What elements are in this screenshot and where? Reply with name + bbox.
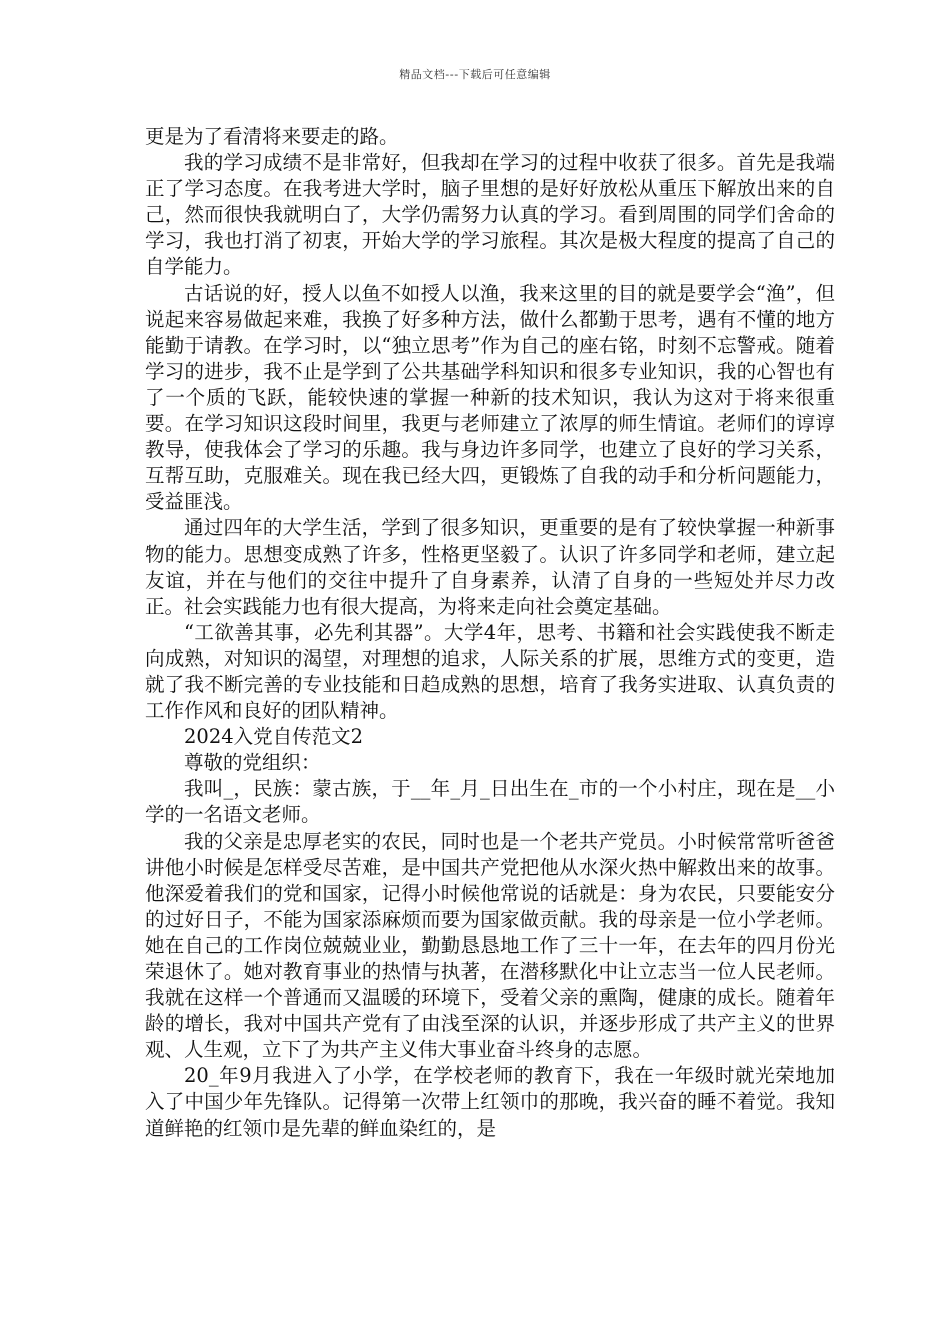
paragraph: 通过四年的大学生活，学到了很多知识，更重要的是有了较快掌握一种新事物的能力。思想变成熟了许多，性格更坚毅了。认识了许多同学和老师，建立起友谊，并在与他们的交往中提升了自身素养，认清了自身的一些短处并尽力改正。社会实践能力也有很大提高，为将来走向社会奠定基础。 [145, 516, 835, 618]
document-body [145, 124, 835, 1142]
paragraph: 我的学习成绩不是非常好，但我却在学习的过程中收获了很多。首先是我端正了学习态度。在我考进大学时，脑子里想的是好好放松从重压下解放出来的自己，然而很快我就明白了，大学仍需努力认真的学习。看到周围的同学们舍命的学习，我也打消了初衷，开始大学的学习旅程。其次是极大程度的提高了自己的自学能力。 [145, 151, 835, 279]
paragraph: 更是为了看清将来要走的路。 [145, 125, 399, 148]
paragraph: 20_年9月我进入了小学，在学校老师的教育下，我在一年级时就光荣地加入了中国少年先锋队。记得第一次带上红领巾的那晚，我兴奋的睡不着觉。我知道鲜艳的红领巾是先辈的鲜血染红的，是 [145, 1064, 835, 1140]
paragraph: “工欲善其事，必先利其器”。大学4年，思考、书籍和社会实践使我不断走向成熟，对知识的渴望，对理想的追求，人际关系的扩展，思维方式的变更，造就了我不断完善的专业技能和日趋成熟的思想，培育了我务实进取、认真负责的工作作风和良好的团队精神。 [145, 620, 835, 723]
paragraph: 古话说的好，授人以鱼不如授人以渔，我来这里的目的就是要学会“渔”，但说起来容易做起来难，我换了好多种方法，做什么都勤于思考，遇有不懂的地方能勤于请教。在学习时，以“独立思考”作为自己的座右铭，时刻不忘警戒。随着学习的进步，我不止是学到了公共基础学科知识和很多专业知识，我的心智也有了一个质的飞跃，能较快速的掌握一种新的技术知识，我认为这对于将来很重要。在学习知识这段时间里，我更与老师建立了浓厚的师生情谊。老师们的谆谆教导，使我体会了学习的乐趣。我与身边许多同学，也建立了良好的学习关系，互帮互助，克服难关。现在我已经大四，更锻炼了自我的动手和分析问题能力，受益匪浅。 [145, 281, 835, 514]
section-title: 2024入党自传范文2 [184, 725, 364, 749]
paragraph: 我叫_，民族：蒙古族，于__年_月_日出生在_市的一个小村庄，现在是__小学的一名语文老师。 [145, 777, 835, 827]
salutation: 尊敬的党组织： [184, 751, 321, 775]
page-header: 精品文档---下载后可任意编辑 [399, 68, 551, 81]
paragraph: 我的父亲是忠厚老实的农民，同时也是一个老共产党员。小时候常常听爸爸讲他小时候是怎样受尽苦难，是中国共产党把他从水深火热中解救出来的故事。他深爱着我们的党和国家，记得小时候他常说的话就是：身为农民，只要能安分的过好日子，不能为国家添麻烦而要为国家做贡献。我的母亲是一位小学老师。她在自己的工作岗位兢兢业业，勤勤恳恳地工作了三十一年，在去年的四月份光荣退休了。她对教育事业的热情与执著，在潜移默化中让立志当一位人民老师。我就在这样一个普通而又温暖的环境下，受着父亲的熏陶，健康的成长。随着年龄的增长，我对中国共产党有了由浅至深的认识，并逐步形成了共产主义的世界观、人生观，立下了为共产主义伟大事业奋斗终身的志愿。 [145, 829, 835, 1062]
